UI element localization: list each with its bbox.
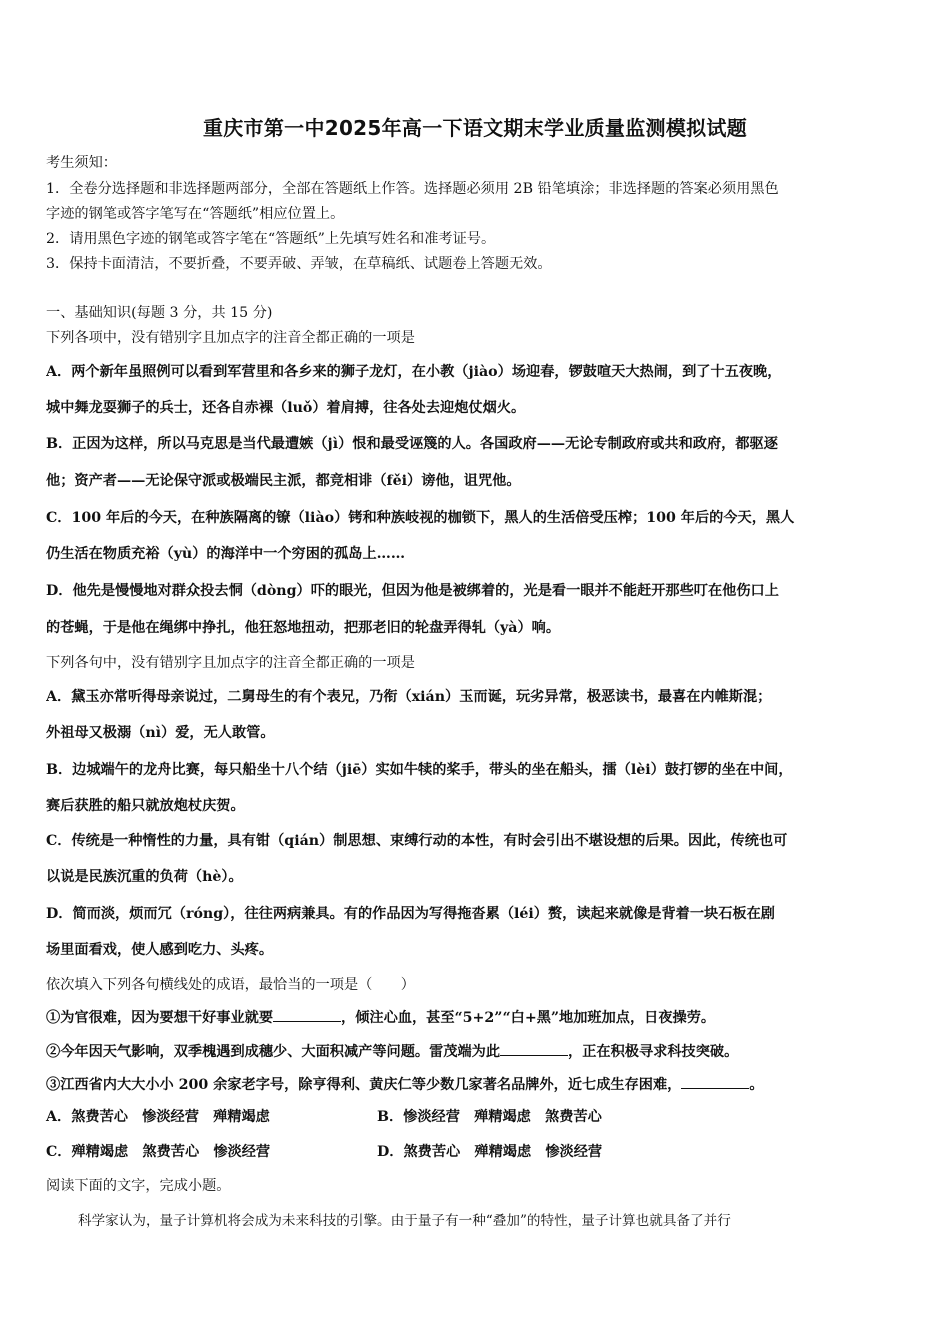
q3-sentence-3-post: 。 bbox=[749, 1077, 764, 1093]
q2-option-b-line-2: 赛后获胜的船只就放炮杖庆贺。 bbox=[46, 798, 245, 814]
reading-paragraph-1: 科学家认为，量子计算机将会成为未来科技的引擎。由于量子有一种“叠加”的特性，量子计算也就具备了并行 bbox=[78, 1213, 731, 1229]
q2-option-b-line-1: B．边城端午的龙舟比赛，每只船坐十八个结（jiē）实如牛犊的桨手，带头的坐在船头，擂（lèi）鼓打锣的坐在中间， bbox=[46, 762, 793, 778]
q3-sentence-3 bbox=[46, 1074, 908, 1094]
q3-blank-1 bbox=[273, 1009, 341, 1022]
q1-option-d-line-2: 的苍蝇，于是他在绳绑中挣扎，他狂怒地扭动，把那老旧的轮盘弄得轧（yà）响。 bbox=[46, 620, 561, 636]
q1-option-b-line-2: 他；资产者——无论保守派或极端民主派，都竞相诽（fěi）谤他，诅咒他。 bbox=[46, 473, 521, 489]
q2-option-d-line-2: 场里面看戏，使人感到吃力、头疼。 bbox=[46, 942, 274, 958]
q3-sentence-1-post: ，倾注心血，甚至“5+2”“白+黑”地加班加点，日夜操劳。 bbox=[341, 1010, 716, 1026]
notice-heading: 考生须知： bbox=[46, 155, 117, 171]
q1-option-a-line-2: 城中舞龙耍狮子的兵士，还各自赤裸（luǒ）着肩搏，往各处去迎炮仗烟火。 bbox=[46, 400, 526, 416]
q2-option-c-line-1: C．传统是一种惰性的力量，具有钳（qián）制思想、束缚行动的本性，有时会引出不堪设想的后果。因此，传统也可 bbox=[46, 833, 788, 849]
q3-option-d: D．煞费苦心 殚精竭虑 惨淡经营 bbox=[377, 1144, 603, 1160]
q2-option-c-line-2: 以说是民族沉重的负荷（hè）。 bbox=[46, 869, 243, 885]
q1-stem: 下列各项中，没有错别字且加点字的注音全都正确的一项是 bbox=[46, 330, 415, 346]
q3-sentence-1-pre: ①为官很难，因为要想干好事业就要 bbox=[46, 1010, 274, 1026]
q2-stem: 下列各句中，没有错别字且加点字的注音全都正确的一项是 bbox=[46, 655, 415, 671]
q1-option-a-line-1: A．两个新年虽照例可以看到军营里和各乡来的狮子龙灯，在小教（jiào）场迎春，锣鼓喧天大热闹，到了十五夜晚， bbox=[46, 364, 782, 380]
q2-option-d-line-1: D．简而淡，烦而冗（róng），往往两病兼具。有的作品因为写得拖沓累（léi）赘，读起来就像是背着一块石板在剧 bbox=[46, 906, 775, 922]
q3-sentence-2 bbox=[46, 1041, 908, 1061]
reading-intro: 阅读下面的文字，完成小题。 bbox=[46, 1178, 231, 1194]
notice-item-2: 2．请用黑色字迹的钢笔或答字笔在“答题纸”上先填写姓名和准考证号。 bbox=[46, 231, 496, 247]
q3-sentence-1 bbox=[46, 1007, 908, 1027]
notice-item-1-line-1: 1．全卷分选择题和非选择题两部分，全部在答题纸上作答。选择题必须用 2B 铅笔填涂；非选择题的答案必须用黑色 bbox=[46, 181, 779, 197]
q1-option-c-line-1: C．100 年后的今天，在种族隔离的镣（liào）铐和种族岐视的枷锁下，黑人的生活倍受压榨；100 年后的今天，黑人 bbox=[46, 510, 795, 526]
q3-stem: 依次填入下列各句横线处的成语，最恰当的一项是（ ） bbox=[46, 977, 415, 993]
q3-sentence-3-pre: ③江西省内大大小小 200 余家老字号，除亨得利、黄庆仁等少数几家著名品牌外，近七成生存困难， bbox=[46, 1077, 682, 1093]
q1-option-b-line-1: B．正因为这样，所以马克思是当代最遭嫉（jì）恨和最受诬篾的人。各国政府——无论专制政府或共和政府，都驱逐 bbox=[46, 436, 778, 452]
q3-option-c: C．殚精竭虑 煞费苦心 惨淡经营 bbox=[46, 1144, 271, 1160]
q3-option-a: A．煞费苦心 惨淡经营 殚精竭虑 bbox=[46, 1109, 270, 1125]
q1-option-c-line-2: 仍生活在物质充裕（yù）的海洋中一个穷困的孤岛上…… bbox=[46, 546, 406, 562]
q3-option-b: B．惨淡经营 殚精竭虑 煞费苦心 bbox=[377, 1109, 602, 1125]
page-title: 重庆市第一中2025年高一下语文期末学业质量监测模拟试题 bbox=[202, 116, 748, 140]
notice-item-1-line-2: 字迹的钢笔或答字笔写在“答题纸”相应位置上。 bbox=[46, 206, 345, 222]
q2-option-a-line-2: 外祖母又极溺（nì）爱，无人敢管。 bbox=[46, 725, 275, 741]
q2-option-a-line-1: A．黛玉亦常听得母亲说过，二舅母生的有个表兄，乃衔（xián）玉而诞，玩劣异常，极恶读书，最喜在内帷斯混； bbox=[46, 689, 772, 705]
q3-blank-2 bbox=[500, 1043, 568, 1056]
section-heading: 一、基础知识(每题 3 分，共 15 分) bbox=[46, 305, 273, 321]
q1-option-d-line-1: D．他先是慢慢地对群众投去恫（dòng）吓的眼光，但因为他是被绑着的，光是看一眼并不能赶开那些叮在他伤口上 bbox=[46, 583, 779, 599]
notice-item-3: 3．保持卡面清洁，不要折叠，不要弄破、弄皱，在草稿纸、试题卷上答题无效。 bbox=[46, 256, 552, 272]
q3-blank-3 bbox=[681, 1076, 749, 1089]
q3-sentence-2-pre: ②今年因天气影响，双季槐遇到成穗少、大面积减产等问题。雷茂端为此 bbox=[46, 1044, 501, 1060]
q3-sentence-2-post: ，正在积极寻求科技突破。 bbox=[568, 1044, 739, 1060]
